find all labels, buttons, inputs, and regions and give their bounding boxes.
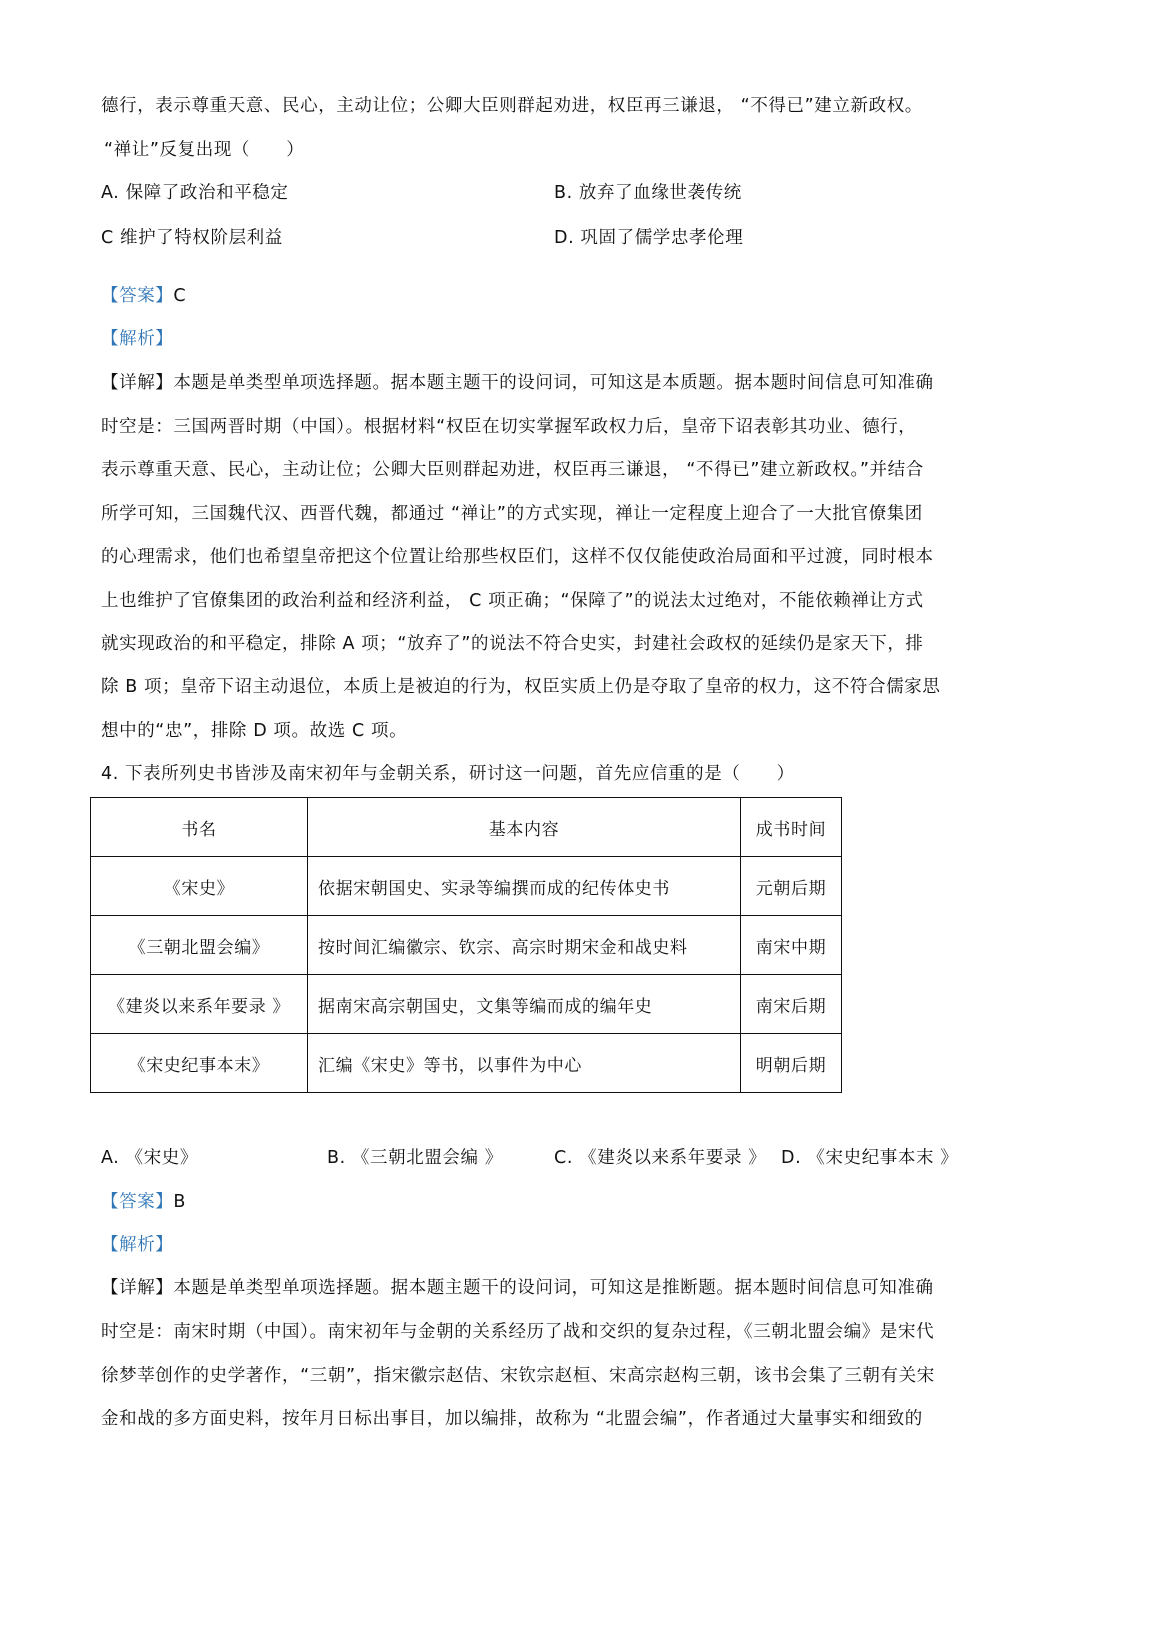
- table-cell: 依据宋朝国史、实录等编撰而成的纪传体史书: [308, 857, 741, 916]
- q4-detail-line: 金和战的多方面史料，按年月日标出事目，加以编排，故称为 “北盟会编”，作者通过大量事实和细致的: [101, 1409, 923, 1429]
- table-cell: 据南宋高宗朝国史，文集等编而成的编年史: [308, 975, 741, 1034]
- table-cell: 南宋后期: [741, 975, 842, 1034]
- q4-option-c: C. 《建炎以来系年要录 》: [554, 1148, 767, 1168]
- q3-detail-line: 所学可知，三国魏代汉、西晋代魏，都通过 “禅让”的方式实现，禅让一定程度上迎合了一大批官僚集团: [101, 504, 923, 524]
- q3-detail-line: 表示尊重天意、民心，主动让位；公卿大臣则群起劝进，权臣再三谦退， “不得已”建立新政权。”并结合: [101, 460, 924, 480]
- q3-stem-line: 德行，表示尊重天意、民心，主动让位；公卿大臣则群起劝进，权臣再三谦退， “不得已”建立新政权。: [101, 96, 923, 116]
- table-cell: 《三朝北盟会编》: [91, 916, 308, 975]
- table-cell: 元朝后期: [741, 857, 842, 916]
- q3-detail-line: 时空是：三国两晋时期（中国）。根据材料“权臣在切实掌握军政权力后，皇帝下诏表彰其功业、德行，: [101, 417, 917, 437]
- table-row: [91, 916, 842, 975]
- q4-option-b: B. 《三朝北盟会编 》: [327, 1148, 503, 1168]
- q4-detail-line: 徐梦莘创作的史学著作，“三朝”，指宋徽宗赵佶、宋钦宗赵桓、宋高宗赵构三朝，该书会集了三朝有关宋: [101, 1366, 935, 1386]
- table-header-row: [91, 798, 842, 857]
- q3-analysis-label: 【解析】: [101, 329, 174, 349]
- table-header: 基本内容: [308, 798, 741, 857]
- q4-analysis-label: 【解析】: [101, 1235, 174, 1255]
- table-cell: 按时间汇编徽宗、钦宗、高宗时期宋金和战史料: [308, 916, 741, 975]
- q3-detail-line: 除 B 项；皇帝下诏主动退位，本质上是被迫的行为，权臣实质上仍是夺取了皇帝的权力，这不符合儒家思: [101, 677, 941, 697]
- q3-option-a: A. 保障了政治和平稳定: [101, 183, 289, 203]
- q3-detail-line: 上也维护了官僚集团的政治利益和经济利益， C 项正确；“保障了”的说法太过绝对，不能依赖禅让方式: [101, 591, 924, 611]
- answer-label: 【答案】: [101, 1192, 174, 1212]
- q3-option-d: D. 巩固了儒学忠孝伦理: [554, 228, 744, 248]
- table-header: 书名: [91, 798, 308, 857]
- q4-stem: 4. 下表所列史书皆涉及南宋初年与金朝关系，研讨这一问题，首先应信重的是（ ）: [101, 764, 795, 784]
- table-cell: 汇编《宋史》等书，以事件为中心: [308, 1034, 741, 1093]
- q3-option-c: C 维护了特权阶层利益: [101, 228, 283, 248]
- table-row: [91, 1034, 842, 1093]
- table-cell: 明朝后期: [741, 1034, 842, 1093]
- q4-detail-line: 时空是：南宋时期（中国）。南宋初年与金朝的关系经历了战和交织的复杂过程，《三朝北盟会编》是宋代: [101, 1322, 935, 1342]
- table-cell: 南宋中期: [741, 916, 842, 975]
- q3-stem-line: “禅让”反复出现（ ）: [104, 140, 305, 160]
- q3-detail-line: 想中的“忠”，排除 D 项。故选 C 项。: [101, 721, 408, 741]
- q3-detail-line: 就实现政治的和平稳定，排除 A 项；“放弃了”的说法不符合史实，封建社会政权的延续仍是家天下，排: [101, 634, 924, 654]
- table-cell: 《宋史》: [91, 857, 308, 916]
- table-cell: 《宋史纪事本末》: [91, 1034, 308, 1093]
- q3-detail-line: 【详解】本题是单类型单项选择题。据本题主题干的设问词，可知这是本质题。据本题时间信息可知准确: [101, 373, 934, 393]
- answer-value: B: [173, 1192, 187, 1212]
- table-header: 成书时间: [741, 798, 842, 857]
- answer-value: C: [173, 286, 187, 306]
- q4-option-a: A. 《宋史》: [101, 1148, 198, 1168]
- q4-table: [90, 797, 842, 1093]
- q3-answer: [101, 284, 186, 308]
- q3-option-b: B. 放弃了血缘世袭传统: [554, 183, 742, 203]
- table-cell: 《建炎以来系年要录 》: [91, 975, 308, 1034]
- q3-detail-line: 的心理需求，他们也希望皇帝把这个位置让给那些权臣们，这样不仅仅能使政治局面和平过渡，同时根本: [101, 547, 934, 567]
- q4-detail-line: 【详解】本题是单类型单项选择题。据本题主题干的设问词，可知这是推断题。据本题时间信息可知准确: [101, 1278, 934, 1298]
- table-row: [91, 857, 842, 916]
- answer-label: 【答案】: [101, 286, 174, 306]
- table-row: [91, 975, 842, 1034]
- q4-option-d: D. 《宋史纪事本末 》: [781, 1148, 959, 1168]
- q4-answer: [101, 1190, 186, 1214]
